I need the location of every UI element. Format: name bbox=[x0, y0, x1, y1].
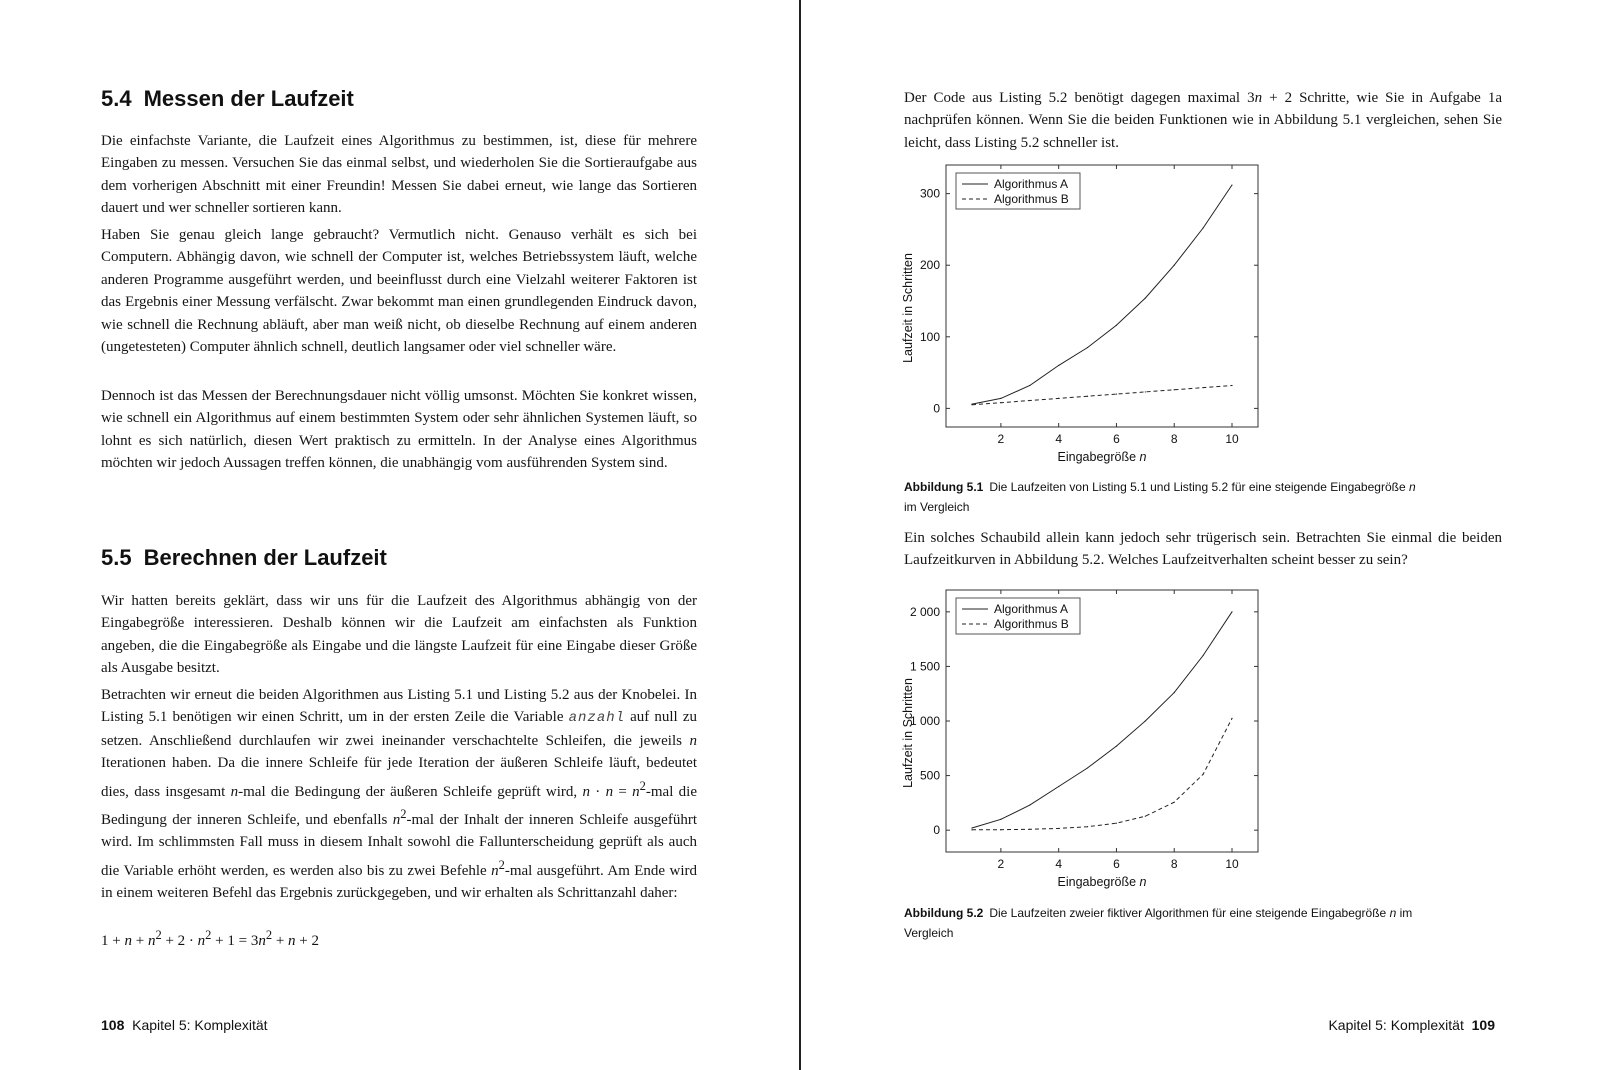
math-n: n bbox=[147, 933, 156, 949]
data-point bbox=[1116, 325, 1117, 326]
math-n: n bbox=[491, 862, 499, 879]
left-page bbox=[0, 0, 799, 1070]
data-point bbox=[971, 829, 972, 830]
math-n: n bbox=[230, 783, 239, 800]
figure-caption bbox=[904, 904, 1424, 943]
data-point bbox=[1145, 720, 1146, 721]
data-point bbox=[1203, 655, 1204, 656]
data-point bbox=[1000, 402, 1001, 403]
paragraph: Ein solches Schaubild allein kann jedoch sehr trügerisch sein. Betrachten Sie einmal die beiden Laufzeitkurven in Abbildung 5.2. Welches Laufzeitverhalten scheint besser zu sein? bbox=[904, 530, 1502, 569]
text-run: + 2 · bbox=[161, 933, 198, 949]
math-n: n bbox=[1254, 90, 1263, 106]
data-point bbox=[1029, 400, 1030, 401]
chapter-title: Kapitel 5: Komplexität bbox=[132, 1017, 268, 1033]
y-tick-label: 0 bbox=[933, 823, 940, 838]
section-number: 5.4 bbox=[101, 86, 132, 111]
superscript: 2 bbox=[155, 928, 162, 942]
page-footer bbox=[101, 1017, 268, 1033]
paragraph: Haben Sie genau gleich lange gebraucht? Vermutlich nicht. Genauso verhält es sich bei Computern. Abhängig davon, wie schnell der Computer ist, welches Betriebssystem läuft, welche anderen Programme ausgeführt werden, und beeinflusst durch eine Vielzahl weiterer Faktoren ist das Ergebnis einer Messung verfälscht. Zwar bekommt man einen grundlegenden Eindruck davon, wie schnell die Rechnung abläuft, aber man weiß nicht, ob dieselbe Rechnung auf einem anderen (ungetesteten) Computer ähnlich schnell, deutlich langsamer oder viel schneller wäre. bbox=[101, 227, 697, 356]
figure-5-2-chart bbox=[896, 585, 1296, 895]
data-point bbox=[1058, 828, 1059, 829]
data-point bbox=[1231, 611, 1232, 612]
series-line-b bbox=[972, 386, 1232, 405]
data-point bbox=[1000, 819, 1001, 820]
data-point bbox=[1000, 398, 1001, 399]
data-point bbox=[1087, 396, 1088, 397]
x-tick-label: 2 bbox=[997, 857, 1005, 871]
data-point bbox=[1231, 184, 1232, 185]
text-run: Der Code aus Listing 5.2 benötigt dagegen maximal 3 bbox=[904, 90, 1255, 106]
math-n: n bbox=[689, 732, 697, 749]
data-point bbox=[1058, 365, 1059, 366]
data-point bbox=[1145, 391, 1146, 392]
data-point bbox=[1116, 823, 1117, 824]
text-run: Iterationen haben. Da die innere Schleife für jede Iteration der äußeren Schleife läuft, bedeutet dies, dass insgesamt bbox=[101, 755, 697, 800]
series-line-a bbox=[972, 185, 1232, 404]
y-tick-label: 1 500 bbox=[909, 659, 940, 674]
y-tick-label: 200 bbox=[919, 258, 940, 273]
math-n: n bbox=[1389, 906, 1397, 920]
x-axis-label bbox=[1058, 875, 1147, 889]
data-point bbox=[1087, 347, 1088, 348]
page-number: 108 bbox=[101, 1017, 125, 1033]
text-run: + 1 = 3 bbox=[211, 933, 259, 949]
x-tick-label: 6 bbox=[1113, 857, 1120, 871]
data-point bbox=[1145, 298, 1146, 299]
data-point bbox=[1029, 804, 1030, 805]
paragraph bbox=[101, 684, 697, 905]
data-point bbox=[1116, 393, 1117, 394]
x-tick-label: 2 bbox=[997, 432, 1005, 446]
data-point bbox=[1174, 692, 1175, 693]
x-axis-label-text: Eingabegröße bbox=[1057, 450, 1140, 464]
x-tick-label: 4 bbox=[1055, 432, 1063, 446]
text-run: · bbox=[589, 783, 606, 800]
y-tick-label: 100 bbox=[919, 329, 940, 344]
caption-label: Abbildung 5.1 bbox=[904, 480, 984, 494]
legend-label: Algorithmus B bbox=[994, 192, 1069, 206]
y-tick-label: 2 000 bbox=[909, 604, 940, 619]
y-axis-label: Laufzeit in Schritten bbox=[901, 253, 915, 363]
x-tick-label: 10 bbox=[1225, 857, 1239, 871]
caption-text: Die Laufzeiten von Listing 5.1 und Listing 5.2 für eine steigende Eingabegröße bbox=[989, 480, 1409, 494]
section-heading-5-5 bbox=[101, 545, 387, 571]
series-line-b bbox=[972, 718, 1232, 829]
x-axis-label-text: Eingabegröße bbox=[1057, 875, 1140, 889]
page-footer bbox=[1328, 1017, 1495, 1033]
x-tick-label: 10 bbox=[1225, 432, 1239, 446]
y-tick-label: 500 bbox=[919, 768, 940, 783]
paragraph: Dennoch ist das Messen der Berechnungsdauer nicht völlig umsonst. Möchten Sie konkret wissen, wie schnell ein Algorithmus auf einem bestimmten System oder sehr ähnlichen Systemen läuft, so lohnt es sich natürlich, diesen Wert praktisch zu ermitteln. In der Analyse eines Algorithmus möchten wir jedoch Aussagen treffen können, die unabhängig vom ausführenden System sind. bbox=[101, 388, 697, 472]
legend-label: Algorithmus A bbox=[994, 177, 1069, 191]
page-number: 109 bbox=[1471, 1017, 1495, 1033]
text-run: Betrachten wir erneut die beiden Algorithmen aus Listing 5.1 und Listing 5.2 aus der Knobelei. In Listing 5.1 benötigen wir einen Schritt, um in der ersten Zeile die Variable bbox=[101, 687, 697, 726]
caption-text: im Vergleich bbox=[904, 906, 1413, 940]
text-run: -mal ausgeführt. Am Ende wird in einem weiteren Befehl das Ergebnis zurückgegeben, und wir erhalten als Schrittanzahl daher: bbox=[101, 862, 697, 902]
caption-label: Abbildung 5.2 bbox=[904, 906, 984, 920]
right-page bbox=[801, 0, 1600, 1070]
legend-label: Algorithmus B bbox=[994, 617, 1069, 631]
text-run: + bbox=[131, 933, 148, 949]
math-n: n bbox=[258, 933, 266, 949]
x-tick-label: 8 bbox=[1170, 432, 1178, 446]
caption-text: Die Laufzeiten zweier fiktiver Algorithmen für eine steigende Eingabegröße bbox=[989, 906, 1390, 920]
data-point bbox=[1203, 774, 1204, 775]
data-point bbox=[1145, 816, 1146, 817]
text-run: 1 + bbox=[101, 933, 125, 949]
inline-code-variable: anzahl bbox=[568, 710, 626, 727]
x-tick-label: 4 bbox=[1055, 857, 1063, 871]
data-point bbox=[1203, 387, 1204, 388]
section-heading-5-4 bbox=[101, 86, 354, 112]
figure-caption bbox=[904, 478, 1424, 517]
caption-text: im Vergleich bbox=[904, 499, 970, 514]
text-run: + 2 bbox=[295, 933, 320, 949]
y-tick-label: 1 000 bbox=[909, 714, 940, 728]
step-count-formula bbox=[101, 928, 319, 950]
section-title: Berechnen der Laufzeit bbox=[143, 545, 387, 570]
data-point bbox=[1203, 227, 1204, 228]
data-point bbox=[971, 404, 972, 405]
data-point bbox=[1174, 389, 1175, 390]
superscript: 2 bbox=[205, 928, 212, 942]
paragraph bbox=[904, 87, 1502, 154]
y-tick-label: 0 bbox=[933, 401, 940, 416]
y-axis-label: Laufzeit in Schritten bbox=[901, 678, 915, 788]
legend-label: Algorithmus A bbox=[994, 602, 1069, 616]
paragraph: Die einfachste Variante, die Laufzeit eines Algorithmus zu bestimmen, ist, diese für mehrere Eingaben zu messen. Versuchen Sie das einmal selbst, und wiederholen Sie die Sortieraufgabe aus dem vorherigen Abschnitt mit einer Freundin! Messen Sie dabei erneut, wie lange das Sortieren dauert und wer schneller sortieren kann. bbox=[101, 133, 697, 217]
data-point bbox=[1231, 718, 1232, 719]
data-point bbox=[1174, 265, 1175, 266]
math-n: n bbox=[582, 783, 590, 800]
series-line-a bbox=[972, 612, 1232, 828]
text-run: -mal die Bedingung der inneren Schleife, und ebenfalls bbox=[101, 783, 697, 829]
math-n: n bbox=[632, 783, 640, 800]
data-point bbox=[1058, 786, 1059, 787]
data-point bbox=[1000, 829, 1001, 830]
math-n: n bbox=[392, 812, 401, 829]
x-tick-label: 6 bbox=[1113, 432, 1120, 446]
data-point bbox=[1029, 829, 1030, 830]
section-number: 5.5 bbox=[101, 545, 132, 570]
superscript: 2 bbox=[265, 928, 273, 942]
figure-5-1-chart bbox=[896, 160, 1296, 470]
math-n: n bbox=[605, 783, 614, 800]
superscript: 2 bbox=[498, 857, 505, 872]
math-n: n bbox=[1408, 480, 1416, 494]
x-tick-label: 8 bbox=[1170, 857, 1178, 871]
math-n: n bbox=[124, 933, 132, 949]
math-n: n bbox=[288, 933, 296, 949]
x-axis-label-variable: n bbox=[1139, 450, 1147, 464]
data-point bbox=[971, 827, 972, 828]
data-point bbox=[1087, 826, 1088, 827]
paragraph: Wir hatten bereits geklärt, dass wir uns für die Laufzeit des Algorithmus abhängig von der Eingabegröße interessieren. Deshalb können wir die Laufzeit am einfachsten als Funktion angeben, die die Eingabegröße als Eingabe und die längste Laufzeit für eine Eingabe dieser Größe als Ausgabe besitzt. bbox=[101, 593, 697, 677]
x-axis-label-variable: n bbox=[1139, 875, 1147, 889]
text-run: + bbox=[272, 933, 289, 949]
superscript: 2 bbox=[400, 807, 407, 822]
text-run: = bbox=[613, 783, 633, 800]
text-run: -mal der Inhalt der inneren Schleife ausgeführt wird. Im schlimmsten Fall muss in diesem Inhalt sowohl die Fallunterscheidung geprüft als auch die Variable erhöht werden, es werden also bis zu zwei Befehle bbox=[101, 812, 697, 879]
chapter-title: Kapitel 5: Komplexität bbox=[1328, 1017, 1464, 1033]
text-run: -mal die Bedingung der äußeren Schleife geprüft wird, bbox=[238, 783, 583, 800]
superscript: 2 bbox=[639, 778, 646, 793]
data-point bbox=[1029, 385, 1030, 386]
y-tick-label: 300 bbox=[919, 186, 940, 201]
math-n: n bbox=[197, 933, 206, 949]
text-run: auf null zu setzen. Anschließend durchlaufen wir zwei ineinander verschachtelte Schleifen, die jeweils bbox=[101, 709, 697, 749]
data-point bbox=[1231, 385, 1232, 386]
text-run: + 2 Schritte, wie Sie in Aufgabe 1a nachprüfen können. Wenn Sie die beiden Funktionen wie in Abbildung 5.1 vergleichen, sehen Sie leicht, dass Listing 5.2 schneller ist. bbox=[904, 90, 1502, 151]
data-point bbox=[1058, 398, 1059, 399]
data-point bbox=[1087, 767, 1088, 768]
x-axis-label bbox=[1058, 450, 1147, 464]
data-point bbox=[1116, 746, 1117, 747]
data-point bbox=[1174, 802, 1175, 803]
section-title: Messen der Laufzeit bbox=[143, 86, 354, 111]
